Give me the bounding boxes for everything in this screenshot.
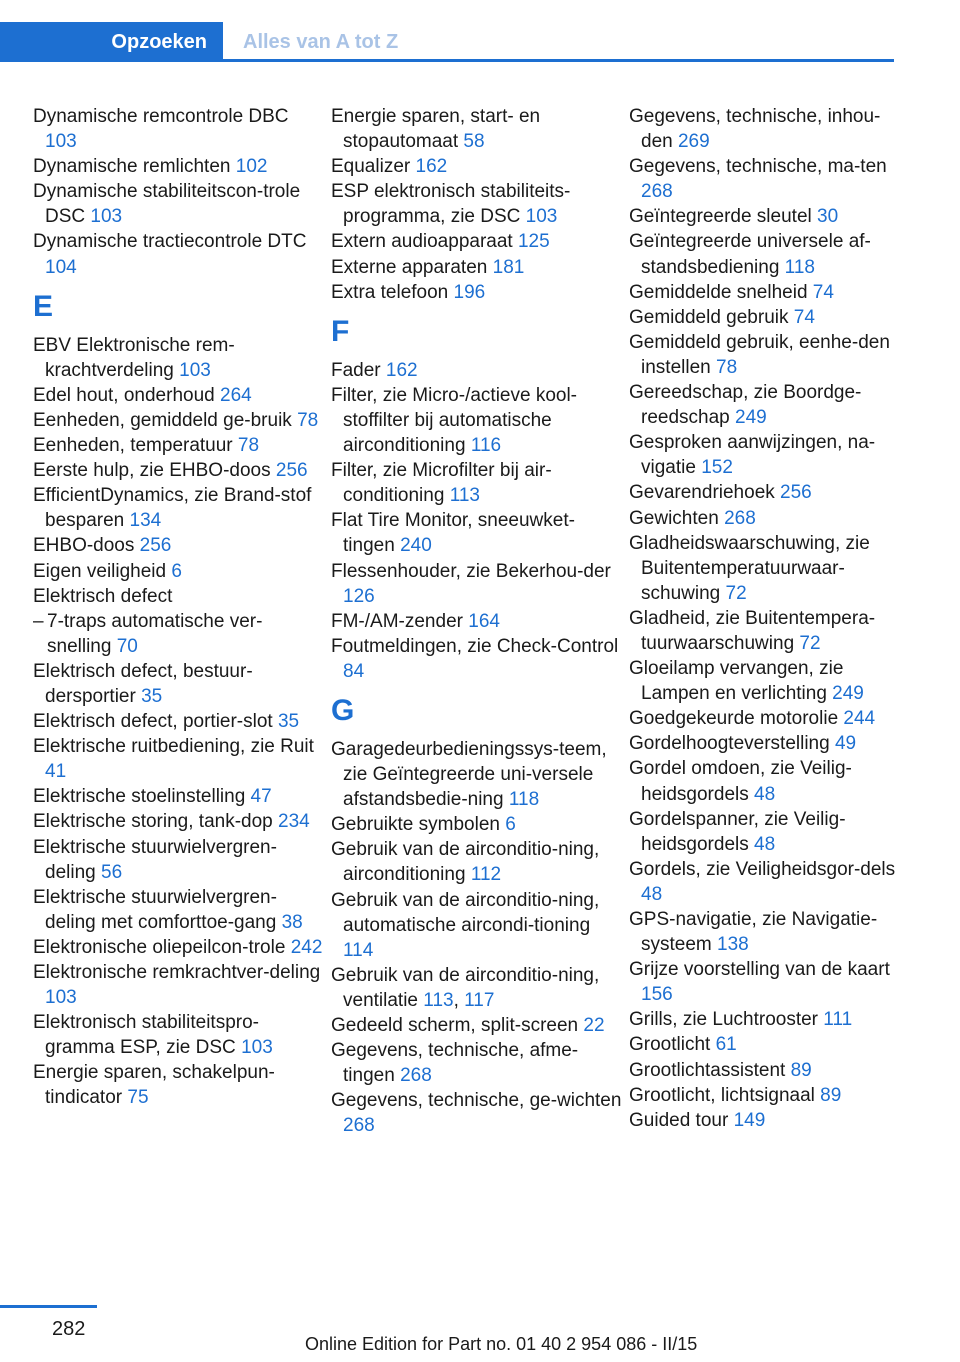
page-reference-link[interactable]: 256 xyxy=(139,535,172,557)
page-reference-link[interactable]: 138 xyxy=(717,934,749,956)
page-reference-link[interactable]: 49 xyxy=(834,733,857,755)
page-reference-link[interactable]: 113 xyxy=(423,989,454,1011)
entry-term: Gladheid, zie Buitentempera-tuurwaarschuwing xyxy=(629,607,876,654)
entry-term: Gladheidswaarschuwing, zie Buitentemperatuurwaar-schuwing xyxy=(629,532,870,604)
page-reference-link[interactable]: 117 xyxy=(464,989,495,1011)
page-reference-link[interactable]: 74 xyxy=(793,306,815,328)
entry-term: Gordels, zie Veiligheidsgor-dels xyxy=(629,858,896,880)
page-reference-link[interactable]: 113 xyxy=(449,485,480,507)
entry-term: Energie sparen, start- en stopautomaat xyxy=(331,106,541,153)
index-entry xyxy=(629,857,897,907)
entry-term: Gesproken aanwijzingen, na-vigatie xyxy=(629,432,876,479)
index-entry xyxy=(331,737,623,812)
index-entry xyxy=(33,333,325,383)
entry-term: EfficientDynamics, zie Brand-stof besparen xyxy=(33,485,312,532)
index-entry xyxy=(629,656,897,706)
entry-term: Gordel omdoen, zie Veilig-heidsgordels xyxy=(629,758,852,805)
index-entry xyxy=(33,960,325,1010)
page-reference-link[interactable]: 134 xyxy=(129,510,162,532)
index-entry xyxy=(331,1013,623,1038)
entry-term: Geïntegreerde universele af-standsbediening xyxy=(629,231,871,278)
index-entry xyxy=(629,531,897,606)
entry-term: Elektrisch defect xyxy=(33,585,173,607)
page-reference-link[interactable]: 102 xyxy=(235,156,268,178)
page-reference-link[interactable]: 78 xyxy=(237,435,260,457)
entry-term: Elektrische stoelinstelling xyxy=(33,786,246,808)
index-entry xyxy=(331,280,623,305)
entry-term: Geïntegreerde sleutel xyxy=(629,206,812,228)
page-reference-link[interactable]: 89 xyxy=(790,1059,812,1081)
page-reference-link[interactable]: 35 xyxy=(141,685,163,707)
index-entry xyxy=(33,458,325,483)
index-entry xyxy=(629,1108,897,1133)
entry-term: Goedgekeurde motorolie xyxy=(629,708,839,730)
index-entry xyxy=(331,609,623,634)
page-reference-link[interactable]: 103 xyxy=(45,131,77,153)
index-entry xyxy=(331,179,623,229)
entry-term: Dynamische tractiecontrole DTC xyxy=(33,231,307,253)
entry-term: Grijze voorstelling van de kaart xyxy=(629,959,890,981)
index-entry xyxy=(33,734,325,784)
index-entry xyxy=(33,104,325,154)
entry-term: GPS-navigatie, zie Navigatie-systeem xyxy=(629,909,878,956)
page-reference-link[interactable]: 242 xyxy=(290,936,323,958)
page-reference-link[interactable]: 114 xyxy=(343,939,374,961)
page-reference-link[interactable]: 61 xyxy=(715,1034,737,1056)
page-reference-link[interactable]: 269 xyxy=(677,131,710,153)
entry-term: Flat Tire Monitor, sneeuwket-tingen xyxy=(331,510,575,557)
index-entry xyxy=(629,1083,897,1108)
index-entry xyxy=(33,659,325,709)
entry-term: Flessenhouder, zie Bekerhou-der xyxy=(331,560,611,582)
page-reference-link[interactable]: 164 xyxy=(468,610,500,632)
index-entry xyxy=(629,154,897,204)
index-entry xyxy=(629,807,897,857)
entry-term: Gebruikte symbolen xyxy=(331,814,500,836)
tab-alles-van-a-tot-z[interactable]: Alles van A tot Z xyxy=(243,30,399,53)
index-entry xyxy=(629,1058,897,1083)
entry-term: Eigen veiligheid xyxy=(33,560,167,582)
page-reference-link[interactable]: 41 xyxy=(45,761,67,783)
header-tabbar xyxy=(0,22,894,62)
entry-term: Gebruik van de airconditio-ning, automatische aircondi-tioning xyxy=(331,889,600,936)
page-reference-link[interactable]: 78 xyxy=(297,409,319,431)
index-entry xyxy=(629,305,897,330)
entry-term: Gemiddeld gebruik, eenhe-den instellen xyxy=(629,331,890,378)
entry-term: Gegevens, technische, afme-tingen xyxy=(331,1040,579,1087)
page-reference-link[interactable]: 149 xyxy=(733,1109,766,1131)
page-reference-link[interactable]: 152 xyxy=(701,457,733,479)
page-reference-link[interactable]: 162 xyxy=(385,359,418,381)
index-entry xyxy=(629,330,897,380)
page-reference-link[interactable]: 268 xyxy=(400,1065,432,1087)
page-reference-link[interactable]: 268 xyxy=(724,507,756,529)
entry-term: Foutmeldingen, zie Check-Control xyxy=(331,635,619,657)
entry-term: Eerste hulp, zie EHBO-doos xyxy=(33,460,271,482)
entry-term: Externe apparaten xyxy=(331,256,488,278)
index-entry xyxy=(331,383,623,458)
page-reference-link[interactable]: 125 xyxy=(517,231,550,253)
entry-term: Dynamische stabiliteitscon-trole DSC xyxy=(33,181,301,228)
index-entry xyxy=(629,706,897,731)
page-reference-link[interactable]: 35 xyxy=(277,711,300,733)
page-reference-link[interactable]: 72 xyxy=(799,632,821,654)
page-reference-link[interactable]: 116 xyxy=(470,435,502,457)
page-reference-link[interactable]: 256 xyxy=(275,460,308,482)
index-entry xyxy=(33,154,325,179)
page-reference-link[interactable]: 181 xyxy=(492,256,525,278)
index-entry xyxy=(33,809,325,834)
index-entry xyxy=(331,812,623,837)
page-reference-link[interactable]: 249 xyxy=(735,407,767,429)
entry-term: Elektrisch defect, portier-slot xyxy=(33,711,273,733)
index-entry xyxy=(629,1007,897,1032)
entry-term: EHBO-doos xyxy=(33,535,135,557)
page-reference-link[interactable]: 118 xyxy=(784,256,815,278)
entry-term: Grootlicht, lichtsignaal xyxy=(629,1084,815,1106)
entry-term: Eenheden, gemiddeld ge-bruik xyxy=(33,409,292,431)
page-reference-link[interactable]: 244 xyxy=(843,708,876,730)
index-entry xyxy=(33,533,325,558)
page-reference-link[interactable]: 196 xyxy=(453,281,486,303)
index-entry xyxy=(629,204,897,229)
entry-term: Elektronisch stabiliteitspro-gramma ESP, zie DSC xyxy=(33,1012,259,1059)
entry-term: Gordelspanner, zie Veilig-heidsgordels xyxy=(629,808,846,855)
index-entry xyxy=(331,634,623,684)
entry-term: EBV Elektronische rem-krachtverdeling xyxy=(33,334,235,381)
page-reference-link[interactable]: 48 xyxy=(641,883,663,905)
index-entry xyxy=(331,508,623,558)
entry-term: Gebruik van de airconditio-ning, airconditioning xyxy=(331,839,600,886)
entry-term: Elektrische stuurwielvergren-deling met comforttoe-gang xyxy=(33,886,277,933)
entry-term: Gereedschap, zie Boordge-reedschap xyxy=(629,382,862,429)
entry-term: FM-/AM-zender xyxy=(331,610,463,632)
index-entry xyxy=(331,255,623,280)
entry-term: Gedeeld scherm, split-screen xyxy=(331,1015,579,1036)
index-entry xyxy=(33,885,325,935)
page-reference-link[interactable]: 58 xyxy=(463,131,485,153)
page-reference-link[interactable]: 234 xyxy=(278,811,310,833)
page-reference-link[interactable]: 103 xyxy=(241,1037,273,1059)
index-entry xyxy=(331,888,623,963)
page-reference-link[interactable]: 6 xyxy=(171,560,182,582)
index-entry xyxy=(33,229,325,279)
index-entry xyxy=(331,154,623,179)
index-subentry: – 7-traps automatische ver-snelling 70 xyxy=(33,610,263,657)
entry-term: Elektrische ruitbediening, zie Ruit xyxy=(33,736,314,758)
index-entry xyxy=(331,358,623,383)
page-reference-link[interactable]: 111 xyxy=(823,1009,853,1031)
index-entry xyxy=(629,229,897,279)
index-entry xyxy=(33,584,325,609)
entry-term: Filter, zie Microfilter bij air-conditioning xyxy=(331,460,552,507)
section-letter: E xyxy=(33,289,54,323)
page-reference-link[interactable]: 103 xyxy=(90,206,123,228)
entry-term: Grootlicht xyxy=(629,1034,711,1056)
page-reference-link[interactable]: 30 xyxy=(817,206,839,228)
entry-term: Dynamische remlichten xyxy=(33,156,231,178)
index-entry xyxy=(33,433,325,458)
index-entry xyxy=(629,280,897,305)
entry-term: Eenheden, temperatuur xyxy=(33,435,233,457)
header-rule xyxy=(223,59,894,62)
page-reference-link[interactable]: 264 xyxy=(220,384,252,406)
index-entry xyxy=(33,709,325,734)
page-reference-link[interactable]: 47 xyxy=(250,786,272,808)
index-entry xyxy=(33,1010,325,1060)
entry-term: Gemiddelde snelheid xyxy=(629,281,808,303)
index-entry xyxy=(33,179,325,229)
index-column-3 xyxy=(629,104,897,1133)
page-reference-link[interactable]: 22 xyxy=(583,1015,605,1036)
edition-note: Online Edition for Part no. 01 40 2 954 086 - II/15 xyxy=(305,1334,698,1354)
index-entry xyxy=(629,104,897,154)
page-reference-link[interactable]: 48 xyxy=(754,783,776,805)
page-reference-link[interactable]: 6 xyxy=(505,814,516,836)
entry-term: Energie sparen, schakelpun-tindicator xyxy=(33,1062,275,1109)
page-reference-link[interactable]: 112 xyxy=(470,864,502,886)
index-entry xyxy=(33,835,325,885)
page-reference-link[interactable]: 268 xyxy=(641,181,673,203)
page-reference-link[interactable]: 249 xyxy=(832,683,864,705)
index-entry xyxy=(629,506,897,531)
page-reference-link[interactable]: 78 xyxy=(716,356,738,378)
index-entry xyxy=(629,480,897,505)
index-entry xyxy=(331,229,623,254)
page-reference-link[interactable]: 89 xyxy=(820,1084,842,1106)
page-reference-link[interactable]: 72 xyxy=(725,582,747,604)
page-reference-link[interactable]: 38 xyxy=(281,911,303,933)
entry-term: Equalizer xyxy=(331,156,411,178)
entry-term: Fader xyxy=(331,359,381,381)
footer-rule xyxy=(0,1305,97,1308)
entry-term: Gemiddeld gebruik xyxy=(629,306,789,328)
index-column-2 xyxy=(331,104,623,1138)
page-reference-link[interactable]: 103 xyxy=(45,987,77,1009)
entry-term: Gevarendriehoek xyxy=(629,482,775,504)
index-entry xyxy=(33,935,325,960)
index-entry xyxy=(331,458,623,508)
entry-term: Gordelhoogteverstelling xyxy=(629,733,830,755)
entry-term: ESP elektronisch stabiliteits-programma, zie DSC xyxy=(331,181,571,228)
index-entry xyxy=(33,559,325,584)
page-reference-link[interactable]: 70 xyxy=(116,635,138,657)
entry-term: Gegevens, technische, ge-wichten xyxy=(331,1090,622,1112)
page-reference-link[interactable]: 104 xyxy=(45,256,77,278)
entry-term: Elektrische stuurwielvergren-deling xyxy=(33,836,277,883)
index-column-1 xyxy=(33,104,325,1111)
entry-term: 7-traps automatische ver-snelling xyxy=(47,610,263,657)
page-reference-link[interactable]: 84 xyxy=(343,660,365,682)
entry-term: Gloeilamp vervangen, zie Lampen en verlichting xyxy=(629,658,844,705)
index-entry xyxy=(629,1032,897,1057)
index-entry xyxy=(331,104,623,154)
page-reference-link[interactable]: 75 xyxy=(127,1087,149,1109)
entry-term: Dynamische remcontrole DBC xyxy=(33,106,289,127)
entry-term: Elektrisch defect, bestuur-dersportier xyxy=(33,660,253,707)
entry-term: Guided tour xyxy=(629,1109,729,1131)
index-entry xyxy=(629,606,897,656)
entry-term: Garagedeurbedieningssys-teem, zie Geïntegreerde uni-versele afstandsbedie-ning xyxy=(331,738,607,811)
page-reference-link[interactable]: 162 xyxy=(415,156,448,178)
page-reference-link[interactable]: 103 xyxy=(179,359,211,381)
entry-term: Extern audioapparaat xyxy=(331,231,513,253)
page-number: 282 xyxy=(52,1318,86,1340)
index-entry xyxy=(629,430,897,480)
page-reference-link[interactable]: 268 xyxy=(343,1115,375,1137)
section-letter: F xyxy=(331,314,350,348)
page-reference-link[interactable]: 103 xyxy=(525,206,558,228)
entry-term: Elektronische remkrachtver-deling xyxy=(33,962,321,983)
page-reference-link[interactable]: 118 xyxy=(508,789,540,811)
index-entry xyxy=(331,837,623,887)
entry-term: Gegevens, technische, ma-ten xyxy=(629,156,887,178)
page-reference-link[interactable]: 56 xyxy=(101,861,123,883)
index-entry xyxy=(331,559,623,609)
entry-term: Grootlichtassistent xyxy=(629,1059,786,1081)
index-entry xyxy=(629,957,897,1007)
entry-term: Edel hout, onderhoud xyxy=(33,384,215,406)
index-entry xyxy=(629,380,897,430)
page-reference-link[interactable]: 256 xyxy=(780,482,812,504)
section-letter: G xyxy=(331,693,355,727)
index-entry xyxy=(33,408,325,433)
index-entry xyxy=(331,1088,623,1138)
entry-term: Elektronische oliepeilcon-trole xyxy=(33,936,286,958)
entry-term: Filter, zie Micro-/actieve kool-stoffilter bij automatische airconditioning xyxy=(331,384,578,457)
page-reference-link[interactable]: 126 xyxy=(343,585,375,607)
index-entry xyxy=(629,756,897,806)
index-entry xyxy=(33,383,325,408)
entry-term: Extra telefoon xyxy=(331,281,449,303)
index-entry xyxy=(33,784,325,809)
index-entry xyxy=(629,731,897,756)
page-reference-link[interactable]: 156 xyxy=(641,984,673,1006)
entry-term: Gegevens, technische, inhou-den xyxy=(629,106,881,153)
index-entry xyxy=(33,483,325,533)
index-entry xyxy=(629,907,897,957)
index-entry xyxy=(33,1060,325,1110)
index-entry xyxy=(331,1038,623,1088)
page-reference-link[interactable]: 48 xyxy=(754,833,776,855)
index-entry: Gebruik van de airconditio-ning, ventilatie 113, 117 xyxy=(331,964,600,1011)
entry-term: Gewichten xyxy=(629,507,719,529)
page-reference-link[interactable]: 74 xyxy=(812,281,834,303)
tab-opzoeken[interactable]: Opzoeken xyxy=(0,22,223,62)
entry-term: Elektrische storing, tank-dop xyxy=(33,811,273,833)
entry-term: Grills, zie Luchtrooster xyxy=(629,1009,819,1031)
page-reference-link[interactable]: 240 xyxy=(400,535,432,557)
entry-term: Gebruik van de airconditio-ning, ventilatie xyxy=(331,964,600,1011)
